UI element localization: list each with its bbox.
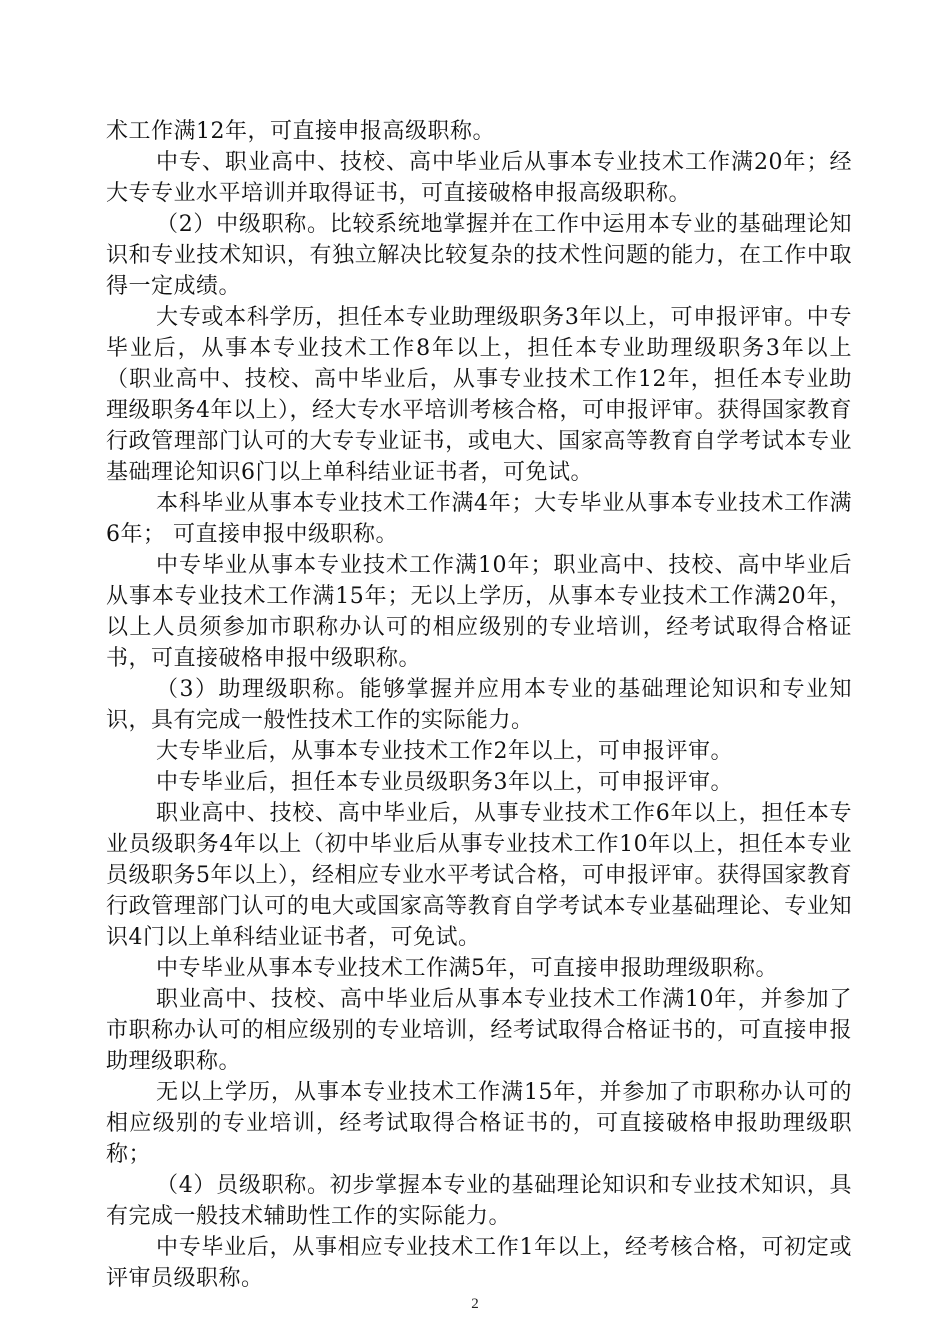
paragraph: 中专、职业高中、技校、高中毕业后从事本专业技术工作满20年；经大专专业水平培训并取得证书，可直接破格申报高级职称。 (106, 150, 852, 206)
paragraph: 中专毕业从事本专业技术工作满5年，可直接申报助理级职称。 (156, 956, 778, 981)
paragraph: 大专毕业后，从事本专业技术工作2年以上，可申报评审。 (156, 739, 733, 764)
paragraph-continuation: 术工作满12年，可直接申报高级职称。 (106, 119, 495, 144)
paragraph: 大专或本科学历，担任本专业助理级职务3年以上，可申报评审。中专毕业后，从事本专业技术工作8年以上，担任本专业助理级职务3年以上（职业高中、技校、高中毕业后，从事专业技术工作12年，担任本专业助理级职务4年以上），经大专水平培训考核合格，可申报评审。获得国家教育行政管理部门认可的大专专业证书，或电大、国家高等教育自学考试本专业基础理论知识6门以上单科结业证书者，可免试。 (106, 305, 852, 485)
paragraph: 职业高中、技校、高中毕业后，从事专业技术工作6年以上，担任本专业员级职务4年以上（初中毕业后从事专业技术工作10年以上，担任本专业员级职务5年以上），经相应专业水平考试合格，可申报评审。获得国家教育行政管理部门认可的电大或国家高等教育自学考试本专业基础理论、专业知识4门以上单科结业证书者，可免试。 (106, 801, 852, 950)
document-body (106, 116, 852, 1294)
paragraph: 职业高中、技校、高中毕业后从事本专业技术工作满10年，并参加了市职称办认可的相应级别的专业培训，经考试取得合格证书的，可直接申报助理级职称。 (106, 987, 852, 1074)
paragraph: 中专毕业后，担任本专业员级职务3年以上，可申报评审。 (156, 770, 733, 795)
page-number: 2 (471, 1296, 479, 1312)
paragraph-intermediate-title: （2）中级职称。比较系统地掌握并在工作中运用本专业的基础理论知识和专业技术知识，有独立解决比较复杂的技术性问题的能力，在工作中取得一定成绩。 (106, 212, 852, 299)
paragraph: 无以上学历，从事本专业技术工作满15年，并参加了市职称办认可的相应级别的专业培训，经考试取得合格证书的，可直接破格申报助理级职称； (106, 1080, 852, 1167)
paragraph: 中专毕业从事本专业技术工作满10年；职业高中、技校、高中毕业后从事本专业技术工作满15年；无以上学历，从事本专业技术工作满20年，以上人员须参加市职称办认可的相应级别的专业培训，经考试取得合格证书，可直接破格申报中级职称。 (106, 553, 852, 671)
paragraph-assistant-title: （3）助理级职称。能够掌握并应用本专业的基础理论知识和专业知识，具有完成一般性技术工作的实际能力。 (106, 677, 852, 733)
paragraph-junior-title: （4）员级职称。初步掌握本专业的基础理论知识和专业技术知识，具有完成一般技术辅助性工作的实际能力。 (106, 1173, 852, 1229)
paragraph: 本科毕业从事本专业技术工作满4年；大专毕业从事本专业技术工作满6年； 可直接申报中级职称。 (106, 491, 852, 547)
paragraph: 中专毕业后，从事相应专业技术工作1年以上，经考核合格，可初定或评审员级职称。 (106, 1235, 852, 1291)
